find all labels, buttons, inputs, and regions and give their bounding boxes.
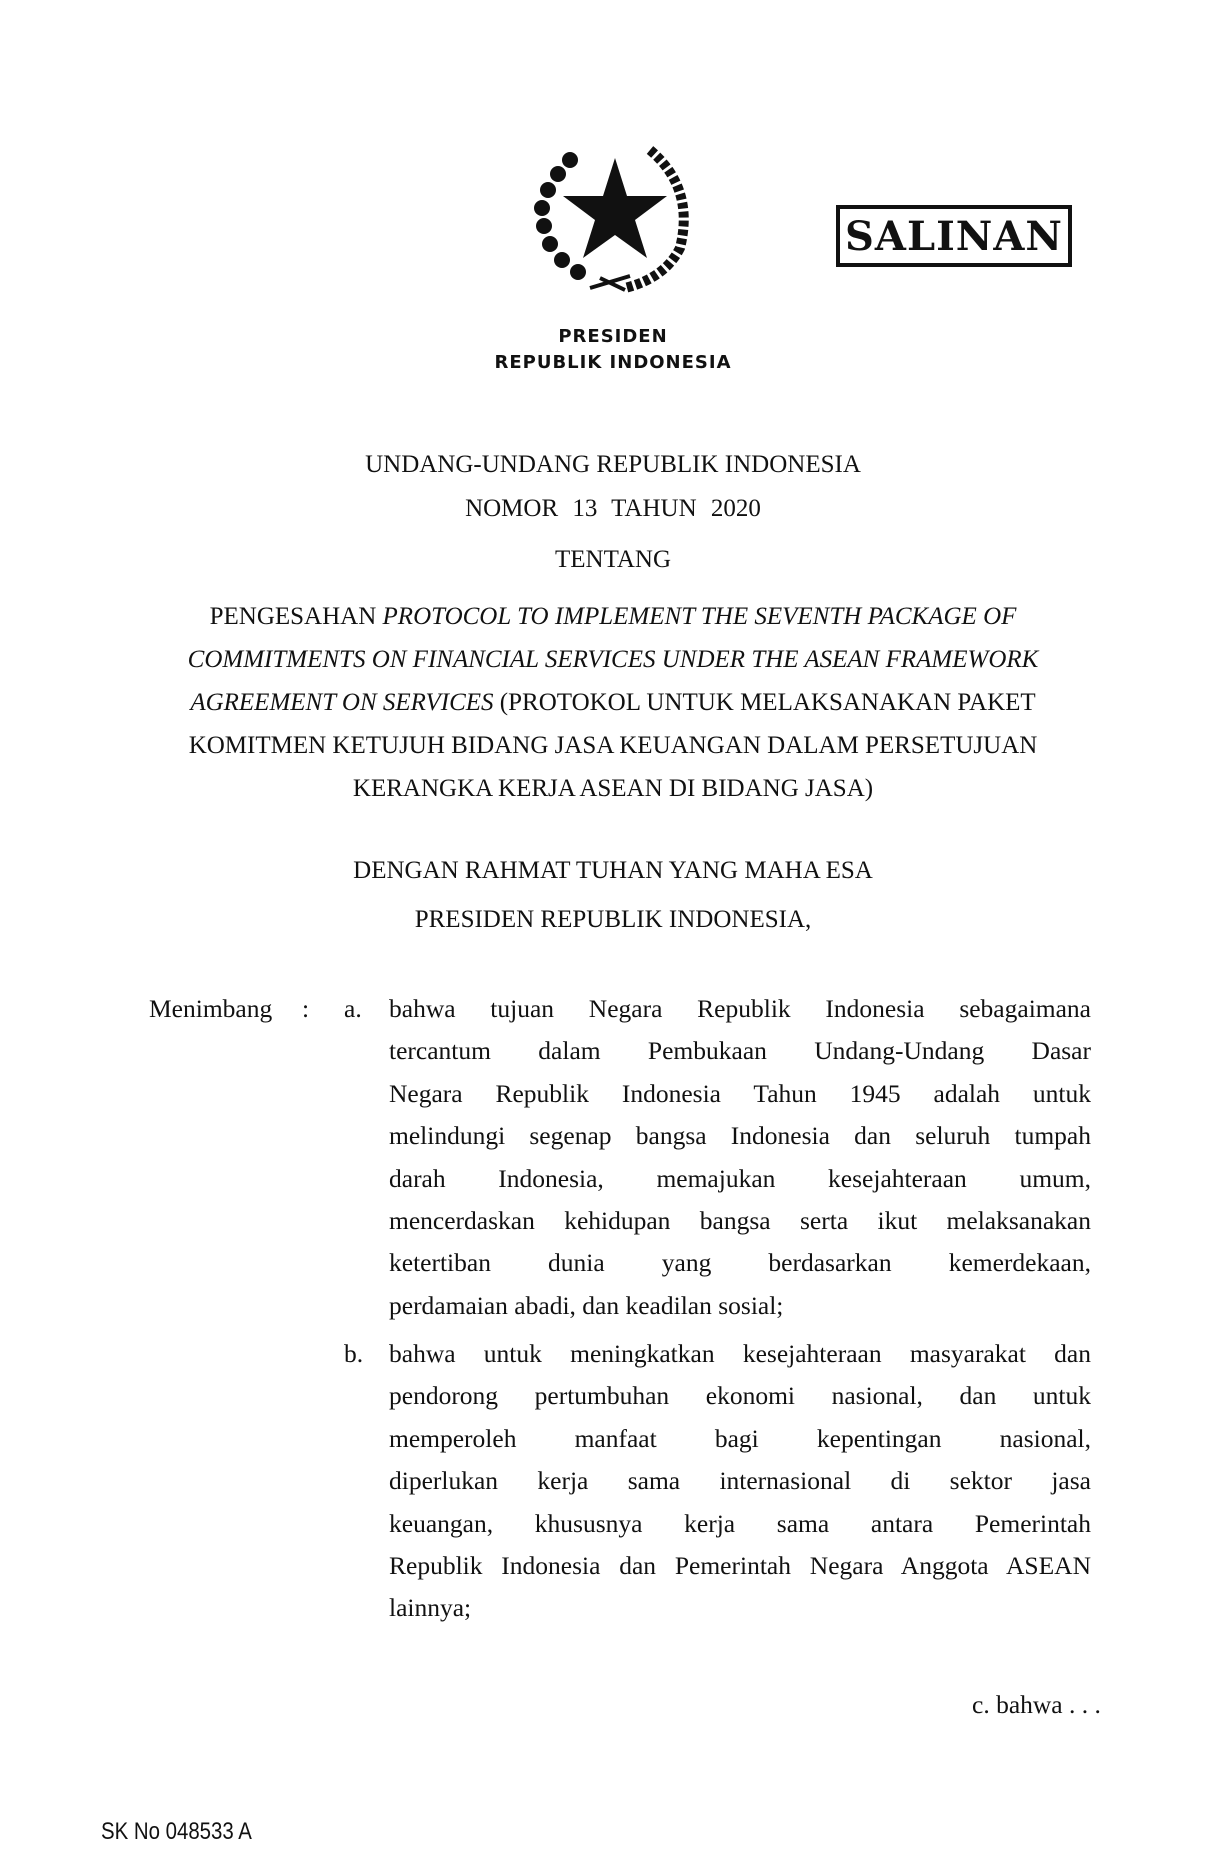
continuation-text: c. bahwa . . . [972, 1690, 1101, 1719]
item-line: diperlukan kerja sama internasional di sektor jasa [389, 1466, 1091, 1496]
subject-text: (PROTOKOL UNTUK MELAKSANAKAN PAKET [493, 689, 1036, 716]
item-line: pendorong pertumbuhan ekonomi nasional, dan untuk [389, 1381, 1091, 1411]
item-line: bahwa untuk meningkatkan kesejahteraan masyarakat dan [389, 1339, 1091, 1368]
copy-stamp: SALINAN [836, 205, 1072, 267]
presidential-emblem-icon [530, 138, 700, 298]
item-line: keuangan, khususnya kerja sama antara Pemerintah [389, 1508, 1091, 1538]
item-line: lainnya; [389, 1593, 472, 1623]
document-serial-number: SK No 048533 A [101, 1818, 252, 1845]
subject-italic: AGREEMENT ON SERVICES [190, 689, 494, 716]
subject-line-1 [150, 595, 1076, 638]
item-line: ketertiban dunia yang berdasarkan kemerdekaan, [389, 1248, 1091, 1278]
item-line: tercantum dalam Pembukaan Undang-Undang Dasar [389, 1036, 1091, 1066]
item-line: Republik Indonesia dan Pemerintah Negara Anggota ASEAN [389, 1551, 1091, 1580]
office-title-line2: REPUBLIK INDONESIA [494, 352, 732, 373]
item-marker: a. [344, 994, 362, 1023]
item-marker: b. [344, 1339, 364, 1368]
office-title-line1: PRESIDEN [558, 326, 668, 347]
law-title: UNDANG-UNDANG REPUBLIK INDONESIA [365, 451, 861, 478]
subject-italic: PROTOCOL TO IMPLEMENT THE SEVENTH PACKAGE OF [382, 603, 1017, 630]
item-line: bahwa tujuan Negara Republik Indonesia sebagaimana [389, 994, 1091, 1023]
law-number: NOMOR 13 TAHUN 2020 [465, 495, 761, 522]
item-line: melindungi segenap bangsa Indonesia dan seluruh tumpah [389, 1121, 1091, 1151]
menimbang-colon: : [302, 994, 310, 1023]
subject-line-4: KOMITMEN KETUJUH BIDANG JASA KEUANGAN DALAM PERSETUJUAN [188, 732, 1038, 759]
item-line: memperoleh manfaat bagi kepentingan nasional, [389, 1423, 1091, 1453]
item-line: darah Indonesia, memajukan kesejahteraan umum, [389, 1163, 1091, 1193]
subject-line-2 [150, 638, 1076, 681]
president-heading: PRESIDEN REPUBLIK INDONESIA, [414, 906, 812, 933]
subject-line-3 [150, 681, 1076, 724]
subject-text: PENGESAHAN [209, 603, 383, 630]
law-tentang: TENTANG [554, 546, 672, 573]
item-line: perdamaian abadi, dan keadilan sosial; [389, 1290, 784, 1320]
item-line: mencerdaskan kehidupan bangsa serta ikut melaksanakan [389, 1206, 1091, 1235]
subject-line-5: KERANGKA KERJA ASEAN DI BIDANG JASA) [352, 775, 874, 802]
blessing: DENGAN RAHMAT TUHAN YANG MAHA ESA [353, 857, 873, 884]
subject-italic: COMMITMENTS ON FINANCIAL SERVICES UNDER THE ASEAN FRAMEWORK [187, 646, 1039, 673]
menimbang-label: Menimbang [149, 994, 273, 1023]
item-line: Negara Republik Indonesia Tahun 1945 adalah untuk [389, 1078, 1091, 1108]
